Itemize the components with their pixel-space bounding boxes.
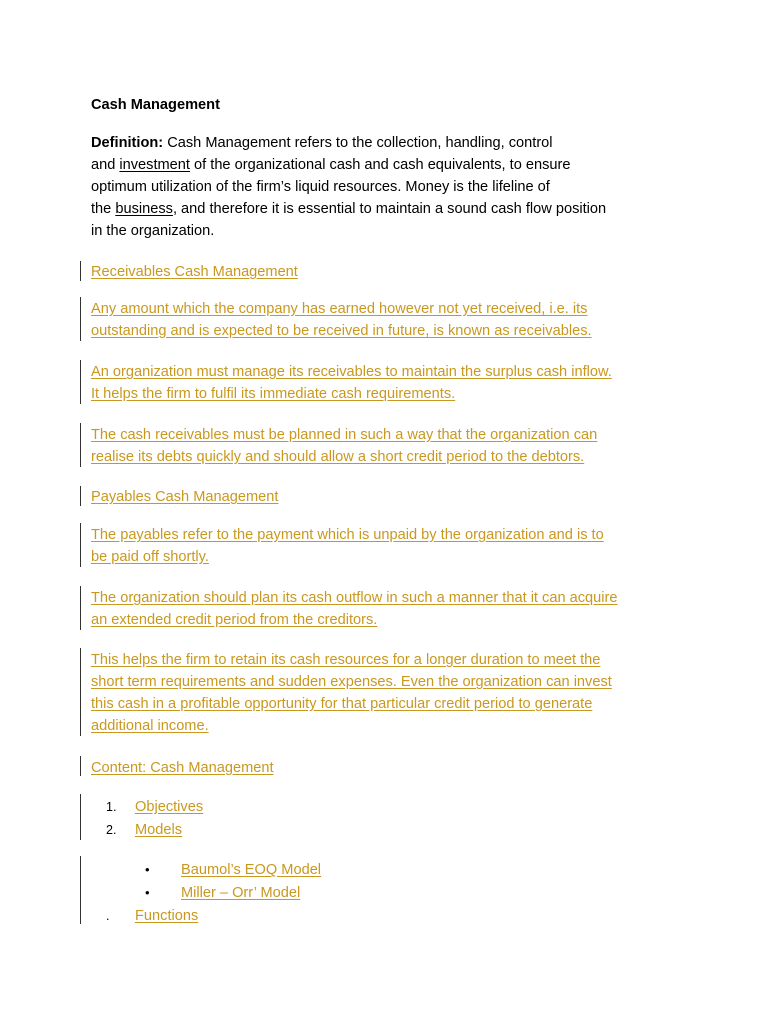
definition-line-1: [91, 134, 553, 152]
list-number: 1.: [106, 800, 117, 814]
payables-p3-line-1[interactable]: This helps the firm to retain its cash resources for a longer duration to meet the: [91, 652, 601, 668]
receivables-p1-line-2[interactable]: outstanding and is expected to be received in future, is known as receivables.: [91, 323, 592, 339]
investment-link[interactable]: investment: [119, 157, 190, 173]
payables-p1-line-1[interactable]: The payables refer to the payment which is unpaid by the organization and is to: [91, 527, 604, 543]
receivables-p2-line-1[interactable]: An organization must manage its receivables to maintain the surplus cash inflow.: [91, 364, 612, 380]
payables-p3-line-3[interactable]: this cash in a profitable opportunity for that particular credit period to generate: [91, 696, 593, 712]
list-item-functions[interactable]: Functions: [135, 908, 199, 924]
change-bar: [80, 261, 81, 281]
receivables-p1-line-1[interactable]: Any amount which the company has earned however not yet received, i.e. its: [91, 301, 588, 317]
definition-text-2b: of the organizational cash and cash equivalents, to ensure: [189, 157, 571, 173]
content-heading[interactable]: Content: Cash Management: [91, 760, 274, 776]
receivables-heading[interactable]: Receivables Cash Management: [91, 264, 298, 280]
change-bar: [80, 486, 81, 506]
definition-label: Definition:: [91, 135, 164, 151]
change-bar: [80, 360, 81, 404]
business-link[interactable]: business: [115, 201, 173, 217]
payables-p1-line-2[interactable]: be paid off shortly.: [91, 549, 209, 565]
change-bar: [80, 586, 81, 630]
document-title: Cash Management: [91, 97, 220, 113]
definition-text-1: Cash Management refers to the collection, handling, control: [163, 135, 553, 151]
change-bar: [80, 794, 81, 840]
definition-line-3: optimum utilization of the firm’s liquid resources. Money is the lifeline of: [91, 179, 550, 195]
change-bar: [80, 856, 81, 924]
payables-p2-line-2[interactable]: an extended credit period from the creditors.: [91, 612, 378, 628]
change-bar: [80, 648, 81, 736]
definition-text-4b: , and therefore it is essential to maintain a sound cash flow position: [172, 201, 607, 217]
definition-text-4a: the: [91, 201, 116, 217]
change-bar: [80, 756, 81, 776]
payables-p2-line-1[interactable]: The organization should plan its cash outflow in such a manner that it can acquire: [91, 590, 618, 606]
definition-line-4: [91, 200, 606, 218]
definition-text-2a: and: [91, 157, 120, 173]
payables-p3-line-4[interactable]: additional income.: [91, 718, 209, 734]
change-bar: [80, 423, 81, 467]
sublist-item-baumol[interactable]: Baumol’s EOQ Model: [181, 862, 322, 878]
receivables-p3-line-1[interactable]: The cash receivables must be planned in such a way that the organization can: [91, 427, 598, 443]
sublist-item-miller-orr[interactable]: Miller – Orr’ Model: [181, 885, 301, 901]
list-item-objectives[interactable]: Objectives: [135, 799, 204, 815]
bullet-marker: •: [145, 885, 150, 900]
receivables-p3-line-2[interactable]: realise its debts quickly and should allow a short credit period to the debtors.: [91, 449, 585, 465]
payables-p3-line-2[interactable]: short term requirements and sudden expenses. Even the organization can invest: [91, 674, 612, 690]
payables-heading[interactable]: Payables Cash Management: [91, 489, 279, 505]
list-number: 2.: [106, 823, 117, 837]
list-number: .: [106, 909, 110, 923]
definition-line-5: in the organization.: [91, 223, 215, 239]
list-item-models[interactable]: Models: [135, 822, 183, 838]
change-bar: [80, 523, 81, 567]
change-bar: [80, 297, 81, 341]
definition-line-2: [91, 156, 570, 174]
bullet-marker: •: [145, 862, 150, 877]
receivables-p2-line-2[interactable]: It helps the firm to fulfil its immediate cash requirements.: [91, 386, 456, 402]
